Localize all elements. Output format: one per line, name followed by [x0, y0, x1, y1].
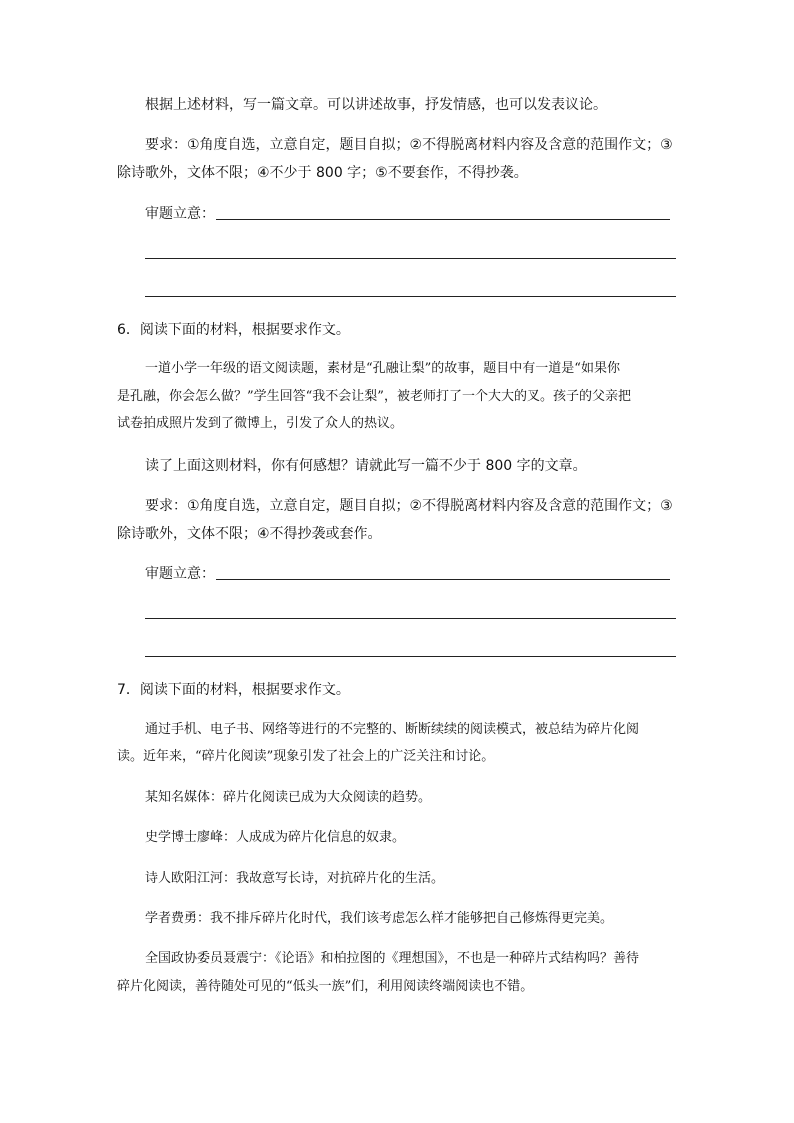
quote: 全国政协委员聂震宁：《论语》和柏拉图的《理想国》，不也是一种碎片式结构吗？善待 — [145, 951, 640, 966]
question-7-heading: 7．阅读下面的材料，根据要求作文。 — [117, 682, 350, 698]
quote: 诗人欧阳江河：我故意写长诗，对抗碎片化的生活。 — [145, 871, 445, 886]
requirements-line: 要求：①角度自选，立意自定，题目自拟；②不得脱离材料内容及含意的范围作文；③ — [145, 498, 673, 514]
answer-line — [145, 296, 676, 297]
answer-line — [145, 618, 676, 619]
quote: 学者费勇：我不排斥碎片化时代，我们该考虑怎么样才能够把自己修炼得更完美。 — [145, 911, 614, 926]
quote: 某知名媒体：碎片化阅读已成为大众阅读的趋势。 — [145, 790, 432, 805]
material-line: 试卷拍成照片发到了微博上，引发了众人的热议。 — [117, 416, 404, 431]
material-line: 是孔融，你会怎么做？”学生回答“我不会让梨”，被老师打了一个大大的叉。孩子的父亲把 — [117, 389, 631, 404]
topic-label: 审题立意： — [145, 566, 215, 582]
material-line: 通过手机、电子书、网络等进行的不完整的、断断续续的阅读模式，被总结为碎片化阅 — [145, 722, 640, 737]
question-6-heading: 6．阅读下面的材料，根据要求作文。 — [117, 322, 350, 338]
requirements-line: 要求：①角度自选，立意自定，题目自拟；②不得脱离材料内容及含意的范围作文；③ — [145, 137, 673, 153]
requirements-line: 除诗歌外，文体不限；④不得抄袭或套作。 — [117, 526, 382, 542]
answer-line — [145, 656, 676, 657]
topic-label: 审题立意： — [145, 206, 215, 222]
essay-instruction: 根据上述材料，写一篇文章。可以讲述故事，抒发情感，也可以发表议论。 — [145, 97, 607, 113]
answer-line — [145, 258, 676, 259]
answer-line — [216, 579, 670, 580]
answer-line — [216, 219, 670, 220]
quote: 碎片化阅读，善待随处可见的“低头一族”们，利用阅读终端阅读也不错。 — [117, 979, 534, 994]
material-line: 读。近年来，“碎片化阅读”现象引发了社会上的广泛关注和讨论。 — [117, 749, 495, 764]
requirements-line: 除诗歌外，文体不限；④不少于 800 字；⑤不要套作，不得抄袭。 — [117, 165, 528, 181]
material-line: 一道小学一年级的语文阅读题，素材是“孔融让梨”的故事，题目中有一道是“如果你 — [145, 361, 620, 376]
essay-prompt: 读了上面这则材料，你有何感想？请就此写一篇不少于 800 字的文章。 — [145, 458, 587, 474]
quote: 史学博士廖峰：人成成为碎片化信息的奴隶。 — [145, 830, 406, 845]
